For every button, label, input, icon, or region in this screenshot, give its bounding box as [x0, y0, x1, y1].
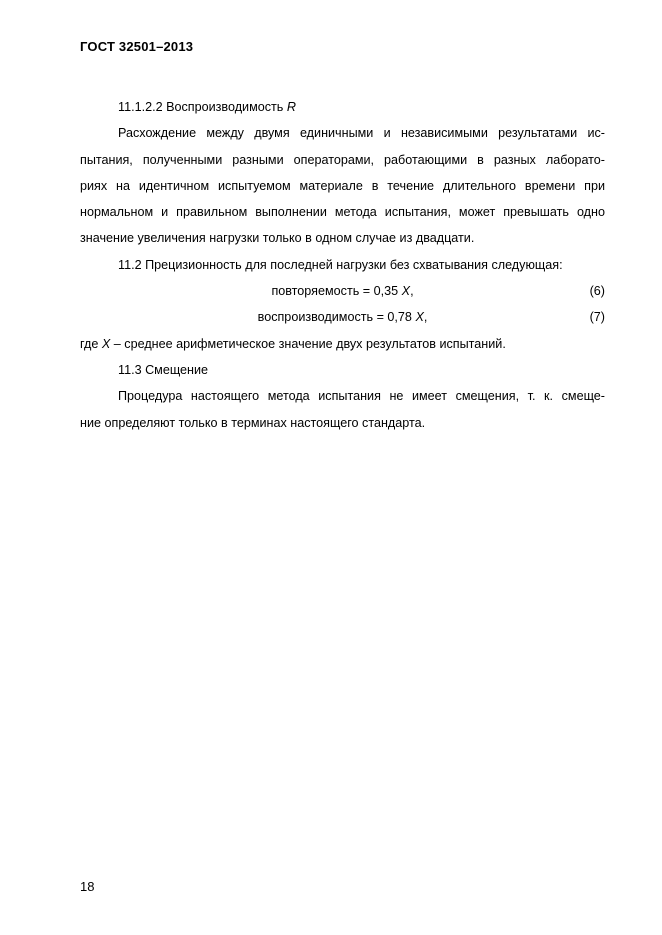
- formula-6: [80, 278, 605, 304]
- paragraph-line: ние определяют только в терминах настоящего стандарта.: [80, 415, 426, 430]
- formula-6-suffix: ,: [410, 284, 414, 299]
- formula-7-prefix: воспроизводимость = 0,78: [257, 310, 416, 325]
- where-symbol: X: [101, 336, 111, 351]
- heading-symbol: R: [286, 100, 296, 114]
- paragraph-line: нормальном и правильном выполнении метода испытания, может превышать одно: [80, 205, 605, 220]
- document-body: [80, 94, 605, 436]
- paragraph-line: Расхождение между двумя единичными и независимыми результатами ис-: [118, 126, 605, 141]
- formula-6-prefix: повторяемость = 0,35: [271, 284, 402, 299]
- section-11-3-heading: 11.3 Смещение: [118, 362, 209, 377]
- formula-7-symbol: X: [415, 310, 424, 325]
- section-11-2-intro: 11.2 Прецизионность для последней нагрузки без схватывания следующая:: [118, 257, 563, 272]
- formula-7: [80, 304, 605, 330]
- where-clause: [80, 331, 605, 357]
- formula-6-number: (6): [589, 284, 605, 299]
- paragraph-line: значение увеличения нагрузки только в одном случае из двадцати.: [80, 231, 475, 246]
- formula-6-expression: [80, 278, 605, 304]
- document-code-header: ГОСТ 32501–2013: [80, 39, 194, 54]
- formula-6-symbol: X: [401, 284, 411, 299]
- where-prefix: где: [80, 336, 102, 351]
- paragraph-line: риях на идентичном испытуемом материале в течение длительного времени при: [80, 178, 605, 193]
- formula-7-number: (7): [589, 310, 605, 325]
- page-number: 18: [80, 879, 95, 894]
- formula-7-expression: [80, 304, 605, 330]
- where-text: – среднее арифметическое значение двух результатов испытаний.: [110, 336, 506, 351]
- section-11-1-2-2-heading: [80, 94, 605, 120]
- formula-7-suffix: ,: [423, 310, 428, 325]
- paragraph-line: Процедура настоящего метода испытания не имеет смещения, т. к. смеще-: [118, 389, 605, 404]
- paragraph-line: пытания, полученными разными операторами, работающими в разных лаборато-: [80, 152, 605, 167]
- heading-text: 11.1.2.2 Воспроизводимость: [118, 100, 287, 114]
